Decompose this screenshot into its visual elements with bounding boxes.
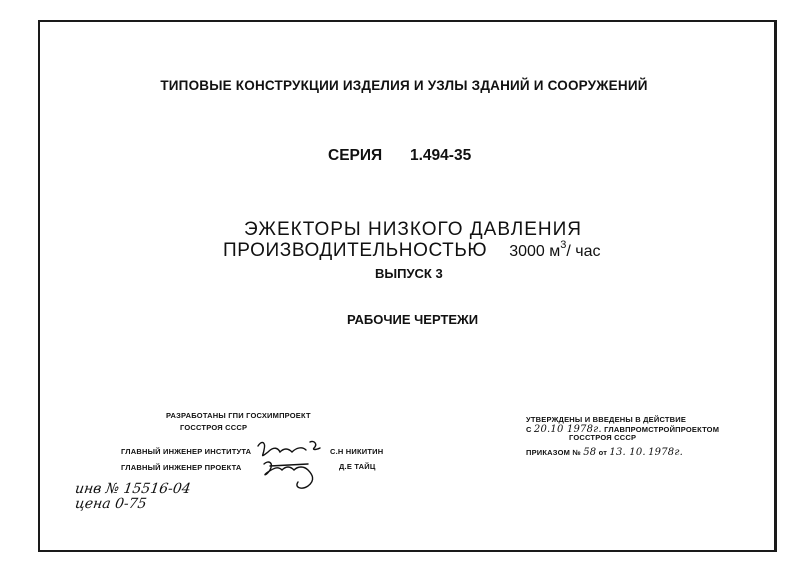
drawing-frame (38, 20, 777, 552)
document-title-line1: ЭЖЕКТОРЫ НИЗКОГО ДАВЛЕНИЯ (244, 219, 583, 240)
approved-org: ГЛАВПРОМСТРОЙПРОЕКТОМ (604, 425, 720, 434)
chief-engineer-institute-role: ГЛАВНЫЙ ИНЖЕНЕР ИНСТИТУТА (121, 447, 252, 456)
developed-by: РАЗРАБОТАНЫ ГПИ ГОСХИМПРОЕКТ (166, 411, 311, 420)
series-number: 1.494-35 (410, 147, 472, 164)
capacity-unit: / час (566, 243, 601, 260)
approved-date: 20.10 1978г. (533, 424, 602, 435)
signatures-image (250, 436, 340, 494)
chief-engineer-project-role: ГЛАВНЫЙ ИНЖЕНЕР ПРОЕКТА (121, 463, 242, 472)
document-title-line2 (223, 239, 601, 262)
order-date: 13. 10. (609, 447, 646, 458)
collection-title: ТИПОВЫЕ КОНСТРУКЦИИ ИЗДЕЛИЯ И УЗЛЫ ЗДАНИЙ И СООРУЖЕНИЙ (160, 78, 648, 93)
order-prefix: ПРИКАЗОМ № (526, 448, 581, 457)
approval-order-line (526, 447, 683, 458)
capacity-value: 3000 м (509, 243, 561, 260)
order-year: 1978г. (648, 447, 683, 458)
issue-label: ВЫПУСК 3 (375, 266, 443, 281)
series-label: СЕРИЯ (328, 147, 383, 164)
signature-taits (264, 462, 313, 488)
chief-engineer-institute-name: С.Н НИКИТИН (330, 447, 384, 456)
signature-nikitin (258, 441, 320, 455)
developed-by-org: ГОССТРОЯ СССР (180, 423, 248, 432)
order-number: 58 (583, 447, 597, 458)
capacity-exponent: 3 (560, 239, 567, 251)
price-note: цена 0-75 (73, 496, 148, 512)
inventory-number: инв № 15516-04 (73, 481, 192, 497)
document-type: РАБОЧИЕ ЧЕРТЕЖИ (347, 312, 479, 327)
approved-org-gosstroy: ГОССТРОЯ СССР (569, 433, 637, 442)
approved-by: УТВЕРЖДЕНЫ И ВВЕДЕНЫ В ДЕЙСТВИЕ (526, 415, 687, 424)
order-mid: от (598, 448, 608, 457)
approved-prefix: С (526, 425, 532, 434)
title-productivity: ПРОИЗВОДИТЕЛЬНОСТЬЮ (223, 240, 488, 261)
chief-engineer-project-name: Д.Е ТАЙЦ (339, 462, 376, 471)
title-capacity (509, 239, 601, 260)
